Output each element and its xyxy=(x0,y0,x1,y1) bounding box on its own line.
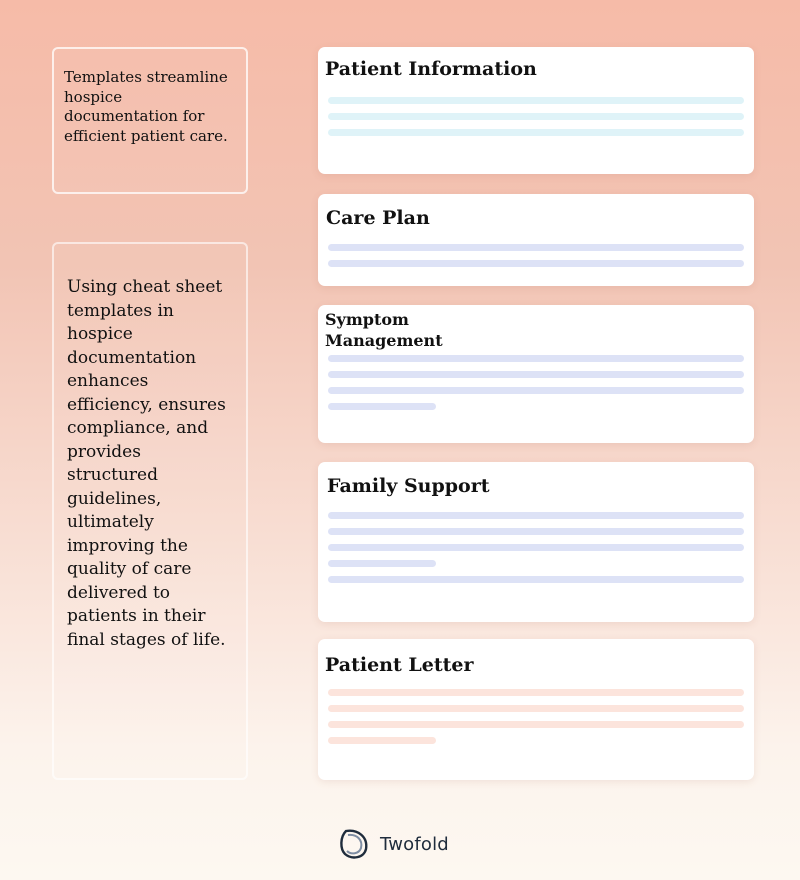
placeholder-line xyxy=(328,355,744,362)
placeholder-line xyxy=(328,512,744,519)
placeholder-line xyxy=(328,387,744,394)
card-title: Patient Letter xyxy=(325,654,474,676)
brand-name: Twofold xyxy=(380,833,449,855)
card-patient-information[interactable] xyxy=(318,47,754,174)
placeholder-line xyxy=(328,721,744,728)
description-box xyxy=(52,242,248,780)
placeholder-line xyxy=(328,403,436,410)
placeholder-line xyxy=(328,129,744,136)
brand-logo xyxy=(338,826,449,862)
card-patient-letter[interactable] xyxy=(318,639,754,780)
placeholder-line xyxy=(328,705,744,712)
summary-text: Templates streamline hospice documentation for efficient patient care. xyxy=(64,68,228,145)
placeholder-line xyxy=(328,113,744,120)
placeholder-line xyxy=(328,260,744,267)
placeholder-line xyxy=(328,689,744,696)
description-text: Using cheat sheet templates in hospice documentation enhances efficiency, ensures compliance, and provides structured guidelines, ultimately improving the quality of care delivered to patients in their final stages of life. xyxy=(67,277,226,650)
placeholder-line xyxy=(328,544,744,551)
card-title: Family Support xyxy=(327,475,490,497)
card-family-support[interactable] xyxy=(318,462,754,622)
placeholder-line xyxy=(328,371,744,378)
twofold-logo-icon xyxy=(338,827,372,861)
placeholder-line xyxy=(328,244,744,251)
card-care-plan[interactable] xyxy=(318,194,754,286)
summary-box xyxy=(52,47,248,194)
placeholder-line xyxy=(328,737,436,744)
placeholder-line xyxy=(328,528,744,535)
placeholder-line xyxy=(328,97,744,104)
card-title: Care Plan xyxy=(326,207,430,229)
placeholder-line xyxy=(328,560,436,567)
card-symptom-management[interactable] xyxy=(318,305,754,443)
card-title: Symptom Management xyxy=(325,310,443,350)
placeholder-line xyxy=(328,576,744,583)
card-title: Patient Information xyxy=(325,58,537,80)
